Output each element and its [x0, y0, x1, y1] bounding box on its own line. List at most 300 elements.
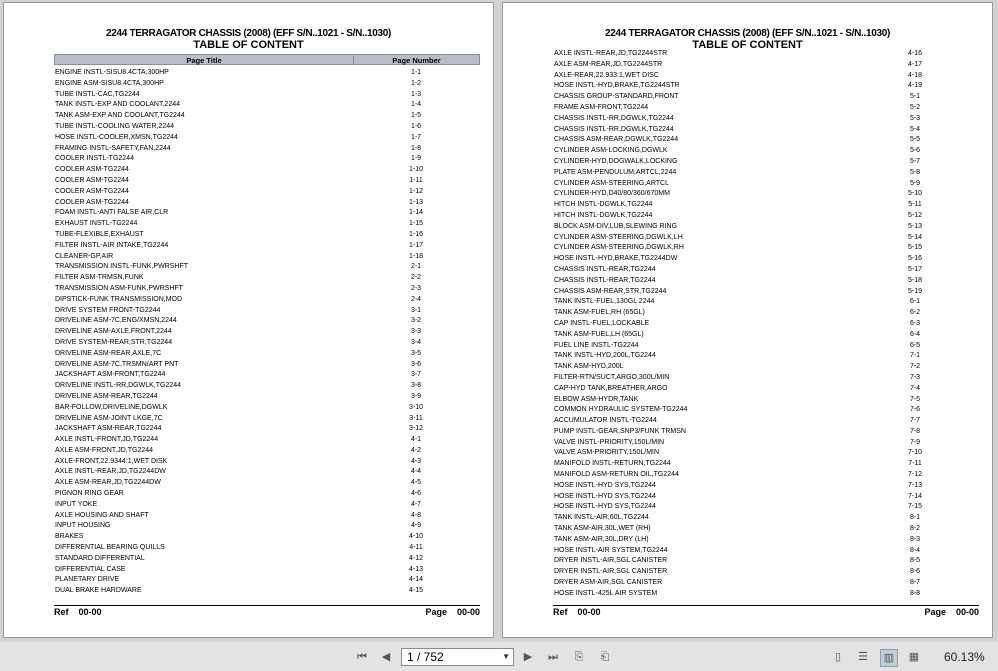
toc-entry-page: 5-17: [907, 265, 922, 273]
toc-entry-title: CAP INSTL-FUEL,LOCKABLE: [554, 319, 650, 327]
toc-entry-page: 1-1: [410, 69, 422, 76]
toc-entry-title: TANK ASM-EXP AND COOLANT,TG2244: [55, 112, 185, 120]
toc-entry-page: 4-6: [410, 490, 422, 498]
toc-entry-title: HOSE INSTL-HYD SYS,TG2244: [554, 481, 656, 489]
toc-entry-title: CYLINDER ASM-STEERING,DGWLK,LH: [554, 233, 683, 241]
toc-row[interactable]: [553, 589, 979, 600]
toc-row[interactable]: [553, 535, 979, 546]
toc-row[interactable]: [54, 532, 480, 543]
page-footer: [54, 605, 480, 618]
toc-row[interactable]: [553, 481, 979, 492]
footer-ref-value: 00-00: [577, 607, 601, 617]
toc-row[interactable]: [553, 81, 979, 92]
toc-entry-title: INPUT HOUSING: [55, 522, 111, 530]
toc-row[interactable]: [553, 578, 979, 589]
toc-row[interactable]: [553, 189, 979, 200]
toc-list-right: [553, 49, 979, 600]
toc-entry-page: 5-16: [907, 255, 922, 263]
toc-entry-page: 7-1: [909, 352, 921, 360]
toc-entry-page: 1-2: [410, 79, 422, 87]
next-view-icon[interactable]: ⎗: [600, 651, 610, 663]
toc-entry-page: 4-16: [907, 50, 922, 57]
header-page-number: Page Number: [353, 56, 479, 65]
toc-row[interactable]: [54, 349, 480, 360]
toc-entry-page: 5-18: [907, 276, 922, 284]
toc-entry-page: 4-5: [410, 479, 422, 487]
toc-entry-page: 4-2: [410, 446, 422, 454]
toc-entry-title: DRIVELINE ASM-AXLE,FRONT,2244: [55, 328, 172, 336]
toc-entry-page: 1-17: [408, 241, 423, 249]
toc-row[interactable]: [553, 405, 979, 416]
toc-entry-title: TANK ASM-HYD,200L: [554, 363, 624, 371]
toc-row[interactable]: [54, 144, 480, 155]
toc-entry-title: CHASSIS ASM-REAR,DGWLK,TG2244: [554, 136, 679, 144]
toc-entry-title: PLANETARY DRIVE: [55, 576, 120, 584]
toc-entry-page: 3-1: [410, 306, 422, 314]
toc-entry-title: AXLE ASM-REAR,JD,TG2244DW: [55, 479, 161, 487]
toc-entry-page: 7-4: [909, 384, 921, 392]
toc-row[interactable]: [54, 586, 480, 597]
toc-entry-title: AXLE ASM-REAR,JD,TG2244STR: [554, 60, 663, 68]
document-title: 2244 TERRAGATOR CHASSIS (2008) (EFF S/N..1021 - S/N..1030): [604, 28, 891, 39]
toc-row[interactable]: [553, 546, 979, 557]
toc-entry-page: 8-1: [909, 514, 921, 522]
toc-entry-page: 5-12: [907, 211, 922, 219]
toc-row[interactable]: [54, 446, 480, 457]
toc-entry-page: 4-19: [907, 82, 922, 90]
toc-entry-page: 5-14: [907, 233, 922, 241]
toc-entry-page: 7-3: [909, 373, 921, 381]
toc-entry-page: 5-1: [909, 93, 921, 101]
toc-row[interactable]: [553, 513, 979, 524]
zoom-level[interactable]: 60.13%: [944, 650, 985, 664]
toc-entry-title: HOSE INSTL-425L AIR SYSTEM: [554, 589, 658, 597]
toc-row[interactable]: [553, 211, 979, 222]
toc-entry-title: COMMON HYDRAULIC SYSTEM-TG2244: [554, 406, 688, 414]
last-page-icon[interactable]: ⏭: [548, 651, 558, 663]
toc-entry-title: CLEANER-GP,AIR: [55, 252, 114, 260]
toc-entry-page: 5-9: [909, 179, 921, 187]
toc-row[interactable]: [553, 395, 979, 406]
footer-page-label: Page: [425, 607, 447, 617]
toc-row[interactable]: [54, 273, 480, 284]
toc-entry-page: 3-9: [410, 392, 422, 400]
toc-entry-title: PLATE ASM-PENDULUM,ARTCL,2244: [554, 168, 677, 176]
toc-entry-page: 5-2: [909, 103, 921, 111]
toc-entry-title: STANDARD DIFFERENTIAL: [55, 554, 145, 562]
toc-row[interactable]: [54, 370, 480, 381]
toc-entry-page: 4-8: [410, 511, 422, 519]
toc-entry-page: 1-3: [410, 90, 422, 98]
toc-entry-title: DRIVELINE ASM-7C,ENG/XMSN,2244: [55, 317, 177, 325]
toc-row[interactable]: [553, 243, 979, 254]
toc-row[interactable]: [553, 502, 979, 513]
toc-row[interactable]: [553, 114, 979, 125]
next-page-icon[interactable]: ▶: [523, 651, 533, 663]
header-page-title: Page Title: [186, 56, 222, 65]
toc-row[interactable]: [54, 500, 480, 511]
chevron-down-icon[interactable]: ▼: [502, 652, 510, 661]
toc-row[interactable]: [553, 384, 979, 395]
toc-entry-page: 7-7: [909, 417, 921, 425]
toc-row[interactable]: [54, 565, 480, 576]
toc-entry-page: 5-19: [907, 287, 922, 295]
toc-entry-page: 1-10: [408, 166, 423, 174]
toc-row[interactable]: [553, 448, 979, 459]
toc-entry-page: 2-4: [410, 295, 422, 303]
toc-entry-title: DIFFERENTIAL CASE: [55, 565, 126, 573]
toc-entry-page: 1-12: [408, 187, 423, 195]
toc-row[interactable]: [54, 457, 480, 468]
toc-entry-title: PIGNON RING GEAR: [55, 490, 124, 498]
toc-entry-title: TRANSMISSION ASM-FUNK,PWRSHFT: [55, 284, 183, 292]
toc-entry-title: BLOCK ASM-DIV,LUB,SLEWING RING: [554, 222, 678, 230]
toc-entry-title: CHASSIS INSTL-REAR,TG2244: [554, 265, 656, 273]
toc-entry-title: DRIVELINE ASM-7C,TRSMN/ART PNT: [55, 360, 179, 368]
toc-entry-page: 3-8: [410, 382, 422, 390]
first-page-icon[interactable]: ⏮: [357, 651, 367, 663]
toc-entry-title: CHASSIS INSTL-REAR,TG2244: [554, 276, 656, 284]
toc-entry-title: HOSE INSTL-HYD SYS,TG2244: [554, 492, 656, 500]
toc-row[interactable]: [553, 319, 979, 330]
toc-entry-page: 1-5: [410, 112, 422, 120]
toc-entry-page: 5-10: [907, 190, 922, 198]
toc-entry-title: COOLER ASM-TG2244: [55, 187, 129, 195]
toc-entry-title: CYLINDER ASM-LOCKING,DGWLK: [554, 147, 668, 155]
toc-entry-title: HOSE INSTL-HYD,BRAKE,TG2244STR: [554, 82, 680, 90]
toc-entry-page: 8-3: [909, 535, 921, 543]
toc-entry-title: TANK ASM-FUEL,RH (65GL): [554, 309, 645, 317]
toc-row[interactable]: [553, 276, 979, 287]
toc-entry-page: 7-12: [907, 471, 922, 479]
toc-entry-page: 1-13: [408, 198, 423, 206]
toc-entry-page: 8-4: [909, 546, 921, 554]
toc-entry-page: 3-4: [410, 338, 422, 346]
toc-entry-page: 6-5: [909, 341, 921, 349]
toc-row[interactable]: [54, 284, 480, 295]
toc-entry-title: FRAME ASM-FRONT,TG2244: [554, 103, 649, 111]
toc-row[interactable]: [553, 556, 979, 567]
toc-entry-title: AXLE-REAR,22.933:1,WET DISC: [554, 71, 659, 79]
toc-entry-page: 7-14: [907, 492, 922, 500]
toc-row[interactable]: [54, 122, 480, 133]
toc-row[interactable]: [54, 327, 480, 338]
toc-entry-title: TRANSMISSION INSTL-FUNK,PWRSHFT: [55, 263, 189, 271]
toc-entry-page: 3-6: [410, 360, 422, 368]
toc-entry-title: COOLER ASM-TG2244: [55, 198, 129, 206]
toc-entry-page: 3-2: [410, 317, 422, 325]
toc-entry-page: 4-12: [408, 554, 423, 562]
toc-entry-title: INPUT YOKE: [55, 500, 98, 508]
toc-row[interactable]: [553, 222, 979, 233]
toc-row[interactable]: [553, 438, 979, 449]
toc-entry-title: TANK ASM-AIR,30L,DRY (LH): [554, 535, 649, 543]
toc-entry-title: ACCUMULATOR INSTL-TG2244: [554, 417, 657, 425]
toc-row[interactable]: [553, 416, 979, 427]
toc-entry-page: 7-10: [907, 449, 922, 457]
toc-row[interactable]: [54, 403, 480, 414]
toc-entry-title: DIPSTICK-FUNK TRANSMISSION,MOD: [55, 295, 183, 303]
toc-row[interactable]: [54, 79, 480, 90]
toc-row[interactable]: [553, 125, 979, 136]
toc-entry-title: CHASSIS ASM-REAR,STR,TG2244: [554, 287, 667, 295]
toc-row[interactable]: [553, 362, 979, 373]
toc-entry-title: FILTER ASM-TRMSN,FUNK: [55, 274, 144, 282]
toc-row[interactable]: [54, 554, 480, 565]
toc-row[interactable]: [553, 135, 979, 146]
toc-entry-title: FUEL LINE INSTL-TG2244: [554, 341, 639, 349]
footer-page-value: 00-00: [955, 607, 979, 617]
toc-row[interactable]: [54, 511, 480, 522]
toc-entry-title: ELBOW ASM-HYDR,TANK: [554, 395, 639, 403]
toc-row[interactable]: [553, 92, 979, 103]
toc-row[interactable]: [553, 308, 979, 319]
toc-row[interactable]: [553, 470, 979, 481]
footer-ref-value: 00-00: [78, 607, 102, 617]
toc-entry-page: 2-2: [410, 274, 422, 282]
page-number-input[interactable]: [401, 648, 514, 666]
toc-entry-title: ENGINE INSTL-SISU8.4CTA,300HP: [55, 69, 169, 76]
toc-entry-title: HITCH INSTL-DGWLK,TG2244: [554, 211, 653, 219]
toc-entry-title: BRAKES: [55, 533, 84, 541]
toc-row[interactable]: [54, 392, 480, 403]
toc-row[interactable]: [553, 233, 979, 244]
toc-entry-page: 1-18: [408, 252, 423, 260]
toc-row[interactable]: [553, 330, 979, 341]
document-title: 2244 TERRAGATOR CHASSIS (2008) (EFF S/N..1021 - S/N..1030): [105, 28, 392, 39]
toc-entry-page: 4-11: [409, 544, 423, 552]
toc-entry-title: ENGINE ASM-SISU8.4CTA,300HP: [55, 79, 164, 87]
toc-entry-title: AXLE INSTL-REAR,JD,TG2244DW: [55, 468, 166, 476]
toc-entry-page: 8-8: [909, 589, 921, 597]
toc-entry-title: PUMP INSTL-GEAR,SNP3/FUNK TRMSN: [554, 427, 686, 435]
toc-entry-title: TANK ASM-FUEL,LH (65GL): [554, 330, 644, 338]
toc-entry-page: 1-11: [409, 176, 423, 184]
toc-row[interactable]: [54, 252, 480, 263]
toc-entry-page: 1-14: [408, 209, 423, 217]
toc-entry-page: 5-7: [909, 157, 921, 165]
toc-row[interactable]: [553, 567, 979, 578]
facing-continuous-view-icon[interactable]: ▦: [908, 651, 920, 663]
toc-row[interactable]: [54, 187, 480, 198]
toc-entry-title: HOSE INSTL-HYD,BRAKE,TG2244DW: [554, 255, 678, 263]
toc-entry-title: HOSE INSTL-AIR SYSTEM,TG2244: [554, 546, 668, 554]
toc-entry-title: CYLINDER-HYD,D40/80/360/670MM: [554, 190, 670, 198]
toc-row[interactable]: [553, 524, 979, 535]
toc-entry-title: DIFFERENTIAL BEARING QUILLS: [55, 544, 165, 552]
toc-row[interactable]: [553, 179, 979, 190]
continuous-view-icon[interactable]: ☰: [858, 651, 868, 663]
toc-entry-page: 8-5: [909, 557, 921, 565]
toc-entry-page: 4-4: [410, 468, 422, 476]
toc-entry-page: 8-6: [909, 568, 921, 576]
toc-row[interactable]: [54, 111, 480, 122]
toc-entry-title: DRIVE SYSTEM-REAR,STR,TG2244: [55, 338, 173, 346]
toc-entry-page: 3-12: [408, 425, 423, 433]
toc-row[interactable]: [54, 165, 480, 176]
toc-entry-title: AXLE-FRONT,22.9344:1,WET DISK: [55, 457, 168, 465]
toc-row[interactable]: [553, 265, 979, 276]
facing-view-icon[interactable]: ▥: [880, 649, 898, 667]
toc-entry-title: COOLER INSTL-TG2244: [55, 155, 134, 163]
toc-entry-title: CHASSIS INSTL-RR,DGWLK,TG2244: [554, 114, 674, 122]
toc-row[interactable]: [54, 100, 480, 111]
toc-row[interactable]: [54, 414, 480, 425]
toc-entry-title: CAP-HYD TANK,BREATHER,ARGO: [554, 384, 668, 392]
toc-entry-title: HOSE INSTL-HYD SYS,TG2244: [554, 503, 656, 511]
toc-row[interactable]: [553, 492, 979, 503]
toc-entry-page: 2-3: [410, 284, 422, 292]
toc-entry-page: 8-2: [909, 525, 921, 533]
toc-entry-title: CHASSIS GROUP-STANDARD,FRONT: [554, 93, 679, 101]
toc-row[interactable]: [553, 351, 979, 362]
toc-entry-page: 4-14: [408, 576, 423, 584]
toc-entry-page: 7-2: [909, 363, 921, 371]
toc-header: [54, 54, 480, 65]
toc-row[interactable]: [553, 168, 979, 179]
toc-row[interactable]: [54, 230, 480, 241]
toc-entry-title: FRAMING INSTL-SAFETY,FAN,2244: [55, 144, 171, 152]
toc-row[interactable]: [553, 373, 979, 384]
toc-row[interactable]: [54, 219, 480, 230]
toc-row[interactable]: [553, 287, 979, 298]
footer-ref-label: Ref: [553, 607, 568, 617]
toc-row[interactable]: [54, 316, 480, 327]
toc-row[interactable]: [54, 521, 480, 532]
toc-entry-title: DRIVELINE ASM-REAR,AXLE,7C: [55, 349, 162, 357]
toc-entry-title: DRIVELINE INSTL-RR,DGWLK,TG2244: [55, 382, 182, 390]
toc-row[interactable]: [553, 459, 979, 470]
previous-page-icon[interactable]: ◀: [381, 651, 391, 663]
toc-entry-page: 1-7: [410, 133, 422, 141]
toc-entry-page: 6-4: [909, 330, 921, 338]
toc-row[interactable]: [553, 297, 979, 308]
toc-entry-page: 3-3: [410, 328, 422, 336]
toc-entry-page: 1-4: [410, 101, 422, 109]
toc-entry-page: 5-3: [909, 114, 921, 122]
toc-entry-page: 7-13: [907, 481, 922, 489]
toc-entry-page: 1-8: [410, 144, 422, 152]
toc-row[interactable]: [54, 306, 480, 317]
toc-row[interactable]: [553, 103, 979, 114]
toc-entry-title: CYLINDER ASM-STEERING,ARTCL: [554, 179, 670, 187]
toc-entry-page: 4-9: [410, 522, 422, 530]
previous-view-icon[interactable]: ⎘: [574, 651, 584, 663]
toc-row[interactable]: [54, 241, 480, 252]
toc-row[interactable]: [553, 157, 979, 168]
toc-row[interactable]: [54, 467, 480, 478]
toc-row[interactable]: [54, 262, 480, 273]
toc-entry-title: AXLE HOUSING AND SHAFT: [55, 511, 149, 519]
footer-page-label: Page: [924, 607, 946, 617]
toc-entry-title: COOLER ASM-TG2244: [55, 166, 129, 174]
footer-ref-label: Ref: [54, 607, 69, 617]
document-subtitle: TABLE OF CONTENT: [193, 39, 304, 51]
toc-entry-page: 3-10: [408, 403, 423, 411]
toc-entry-title: TANK INSTL-FUEL,130GL 2244: [554, 298, 655, 306]
toc-entry-title: DUAL BRAKE HARDWARE: [55, 587, 142, 595]
toc-row[interactable]: [54, 575, 480, 586]
toc-entry-title: JACKSHAFT ASM-FRONT,TG2244: [55, 371, 166, 379]
toc-entry-title: FILTER-RTN/SUCT,ARGO,300L/MIN: [554, 373, 670, 381]
toc-entry-page: 8-7: [909, 579, 921, 587]
toc-entry-title: CHASSIS INSTL-RR,DGWLK,TG2244: [554, 125, 674, 133]
toc-entry-title: DRIVELINE ASM-REAR,TG2244: [55, 392, 158, 400]
toc-entry-title: TANK INSTL-HYD,200L,TG2244: [554, 352, 656, 360]
toc-row[interactable]: [54, 381, 480, 392]
toc-row[interactable]: [553, 49, 979, 60]
toc-entry-page: 4-18: [907, 71, 922, 79]
toc-row[interactable]: [553, 146, 979, 157]
toc-row[interactable]: [54, 360, 480, 371]
toc-row[interactable]: [54, 133, 480, 144]
toc-row[interactable]: [54, 478, 480, 489]
toc-row[interactable]: [54, 435, 480, 446]
toc-entry-title: AXLE ASM-FRONT,JD,TG2244: [55, 446, 154, 454]
toc-entry-title: JACKSHAFT ASM-REAR,TG2244: [55, 425, 162, 433]
toc-row[interactable]: [553, 200, 979, 211]
toc-entry-page: 5-5: [909, 136, 921, 144]
toc-row[interactable]: [54, 338, 480, 349]
toc-row[interactable]: [54, 154, 480, 165]
toc-entry-page: 7-8: [909, 427, 921, 435]
toc-entry-title: DRYER INSTL-AIR,SGL CANISTER: [554, 557, 668, 565]
toc-entry-page: 3-7: [410, 371, 422, 379]
toc-entry-title: DRIVELINE ASM-JOINT LKGE,7C: [55, 414, 163, 422]
toc-entry-title: HOSE INSTL-COOLER,XMSN,TG2244: [55, 133, 178, 141]
toc-row[interactable]: [54, 543, 480, 554]
toc-entry-title: TANK ASM-AIR,30L,WET (RH): [554, 525, 651, 533]
toc-entry-title: MANIFOLD ASM-RETURN OIL,TG2244: [554, 471, 679, 479]
toc-entry-title: FILTER INSTL-AIR INTAKE,TG2244: [55, 241, 169, 249]
toc-entry-page: 1-6: [410, 122, 422, 130]
toc-row[interactable]: [54, 424, 480, 435]
viewer-toolbar: [0, 642, 998, 671]
toc-entry-title: AXLE INSTL-REAR,JD,TG2244STR: [554, 50, 668, 57]
document-page-right: [502, 2, 993, 638]
toc-entry-page: 6-3: [909, 319, 921, 327]
toc-row[interactable]: [553, 71, 979, 82]
toc-entry-page: 3-5: [410, 349, 422, 357]
page-number-value: 1 / 752: [407, 650, 444, 664]
toc-row[interactable]: [553, 341, 979, 352]
toc-row[interactable]: [54, 68, 480, 79]
toc-entry-page: 5-6: [909, 147, 921, 155]
toc-row[interactable]: [54, 90, 480, 101]
toc-row[interactable]: [553, 254, 979, 265]
toc-entry-page: 7-15: [907, 503, 922, 511]
page-footer: [553, 605, 979, 618]
toc-entry-page: 1-16: [408, 230, 423, 238]
toc-row[interactable]: [553, 427, 979, 438]
toc-row[interactable]: [553, 60, 979, 71]
toc-entry-page: 4-15: [408, 587, 423, 595]
toc-entry-page: 7-6: [909, 406, 921, 414]
toc-entry-page: 4-7: [410, 500, 422, 508]
toc-entry-title: EXHAUST INSTL-TG2244: [55, 220, 138, 228]
toc-row[interactable]: [54, 295, 480, 306]
toc-entry-page: 5-8: [909, 168, 921, 176]
single-page-view-icon[interactable]: ▯: [834, 651, 842, 663]
toc-row[interactable]: [54, 208, 480, 219]
toc-entry-title: COOLER ASM-TG2244: [55, 176, 129, 184]
toc-entry-title: TUBE INSTL-COOLING WATER,2244: [55, 122, 175, 130]
toc-row[interactable]: [54, 489, 480, 500]
toc-list-left: [54, 68, 480, 597]
toc-row[interactable]: [54, 176, 480, 187]
toc-entry-title: TANK INSTL-EXP AND COOLANT,2244: [55, 101, 181, 109]
toc-row[interactable]: [54, 198, 480, 209]
